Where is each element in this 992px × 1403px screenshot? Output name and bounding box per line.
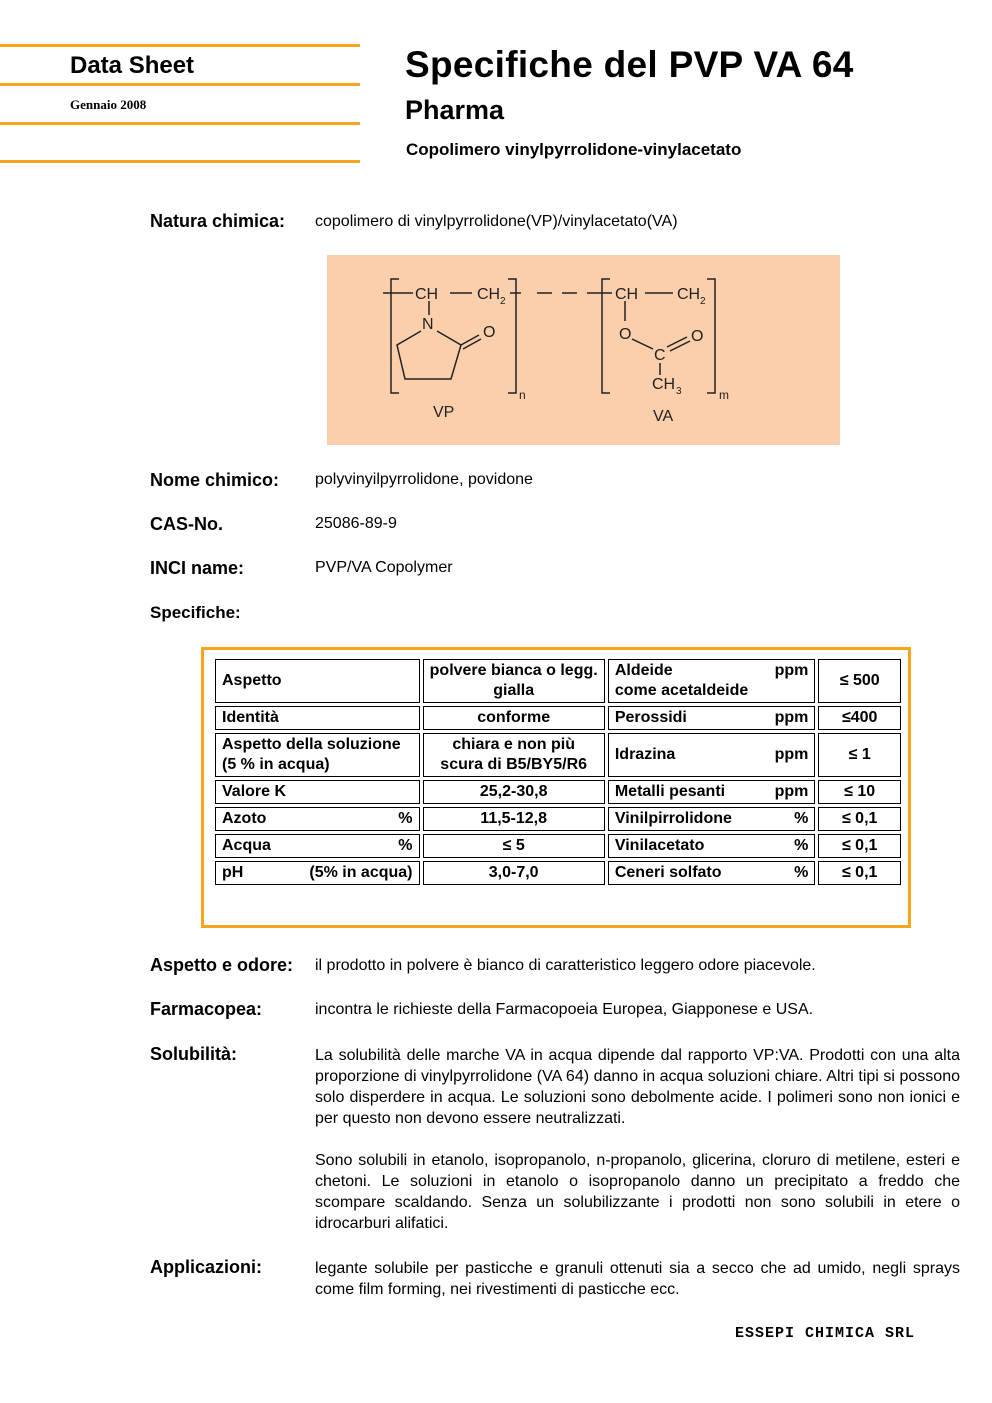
spec-cell: Valore K [215, 780, 420, 804]
spec-cell: Ceneri solfato % [608, 861, 816, 885]
aspetto-label: Aspetto e odore: [150, 955, 294, 975]
specifiche-label: Specifiche: [150, 603, 241, 622]
struct-idx-n: n [519, 388, 526, 402]
struct-va-ch: CH [615, 286, 639, 303]
spec-cell: ≤400 [818, 706, 901, 730]
applicazioni-label: Applicazioni: [150, 1257, 262, 1277]
spec-cell: Perossidi ppm [608, 706, 816, 730]
solubilita-label: Solubilità: [150, 1044, 237, 1064]
doc-date: Gennaio 2008 [70, 97, 147, 112]
cas-value: 25086-89-9 [315, 515, 397, 532]
cas-label: CAS-No. [150, 514, 223, 534]
spec-cell: Idrazina ppm [608, 733, 816, 777]
natura-label: Natura chimica: [150, 211, 286, 231]
page-title: Specifiche del PVP VA 64 [405, 44, 854, 85]
spec-cell: ≤ 1 [818, 733, 901, 777]
spec-cell: Aldeide ppm come acetaldeide [608, 659, 816, 703]
table-row [215, 834, 901, 858]
doc-type: Data Sheet [70, 52, 195, 79]
spec-cell: Acqua % [215, 834, 420, 858]
spec-cell: Vinilacetato % [608, 834, 816, 858]
spec-table [212, 656, 904, 888]
struct-idx-m: m [719, 388, 729, 402]
company-footer: ESSEPI CHIMICA SRL [734, 1325, 915, 1342]
table-row [215, 733, 901, 777]
spec-cell: ≤ 10 [818, 780, 901, 804]
spec-cell: ≤ 0,1 [818, 861, 901, 885]
spec-cell: 3,0-7,0 [423, 861, 605, 885]
struct-sub2: 2 [500, 296, 506, 307]
table-row [215, 780, 901, 804]
inci-value: PVP/VA Copolymer [315, 559, 453, 576]
struct-label-vp: VP [433, 404, 455, 421]
natura-value: copolimero di vinylpyrrolidone(VP)/vinylacetato(VA) [315, 213, 678, 230]
spec-cell: Metalli pesanti ppm [608, 780, 816, 804]
struct-va-c: C [654, 347, 666, 364]
header-rule-3 [0, 122, 360, 125]
struct-n: N [422, 316, 434, 333]
spec-cell: ≤ 0,1 [818, 834, 901, 858]
header-rule-4 [0, 160, 360, 163]
struct-va-ch2: CH [677, 286, 701, 303]
table-row [215, 659, 901, 703]
spec-cell: 25,2-30,8 [423, 780, 605, 804]
spec-cell: Azoto % [215, 807, 420, 831]
spec-cell: conforme [423, 706, 605, 730]
spec-cell: pH (5% in acqua) [215, 861, 420, 885]
farmacopea-value: incontra le richieste della Farmacopoeia Europea, Giapponese e USA. [315, 1001, 814, 1018]
product-description: Copolimero vinylpyrrolidone-vinylacetato [406, 140, 742, 159]
spec-cell: Aspetto [215, 659, 420, 703]
solubilita-paragraph-2: Sono solubili in etanolo, isopropanolo, n-propanolo, glicerina, cloruro di metilene, esteri e chetoni. Le soluzioni in etanolo o isopropanolo danno un precipitato a freddo che scompare scaldando. Senza un solubilizzante i prodotti non sono solubili in etere o idrocarburi alifatici. [315, 1152, 960, 1232]
spec-cell: Identità [215, 706, 420, 730]
nome-label: Nome chimico: [150, 470, 280, 490]
table-row [215, 807, 901, 831]
farmacopea-label: Farmacopea: [150, 999, 263, 1019]
spec-cell: polvere bianca o legg. gialla [423, 659, 605, 703]
solubilita-paragraph-1: La solubilità delle marche VA in acqua dipende dal rapporto VP:VA. Prodotti con una alta proporzione di vinylpyrrolidone (VA 64) danno in acqua soluzioni chiare. Altri tipi si possono solo disperdere in acqua. Le soluzioni sono debolmente acide. I polimeri sono non ionici e per questo non devono essere neutralizzati. [315, 1047, 960, 1127]
struct-ch: CH [415, 286, 439, 303]
table-row [215, 706, 901, 730]
struct-ch2: CH [477, 286, 501, 303]
page-subtitle: Pharma [405, 95, 505, 125]
struct-o: O [483, 324, 496, 341]
applicazioni-value: legante solubile per pasticche e granuli ottenuti sia a secco che ad umido, negli sprays come film forming, nei rivestimenti di pasticche ecc. [315, 1260, 960, 1298]
struct-va-o2: O [691, 328, 704, 345]
spec-cell: ≤ 500 [818, 659, 901, 703]
struct-label-va: VA [653, 408, 674, 425]
spec-cell: 11,5-12,8 [423, 807, 605, 831]
struct-va-o: O [619, 326, 632, 343]
spec-cell: Aspetto della soluzione (5 % in acqua) [215, 733, 420, 777]
chemical-structure [327, 255, 840, 445]
spec-cell: ≤ 5 [423, 834, 605, 858]
spec-cell: Vinilpirrolidone % [608, 807, 816, 831]
table-row [215, 861, 901, 885]
spec-cell: chiara e non più scura di B5/BY5/R6 [423, 733, 605, 777]
struct-va-sub3: 3 [676, 386, 682, 397]
spec-cell: ≤ 0,1 [818, 807, 901, 831]
inci-label: INCI name: [150, 558, 245, 578]
header-rule-1 [0, 44, 360, 47]
struct-va-ch3: CH [652, 376, 676, 393]
aspetto-value: il prodotto in polvere è bianco di caratteristico leggero odore piacevole. [315, 957, 816, 974]
header-rule-2 [0, 83, 360, 86]
struct-va-sub2: 2 [700, 296, 706, 307]
nome-value: polyvinyilpyrrolidone, povidone [315, 471, 533, 488]
